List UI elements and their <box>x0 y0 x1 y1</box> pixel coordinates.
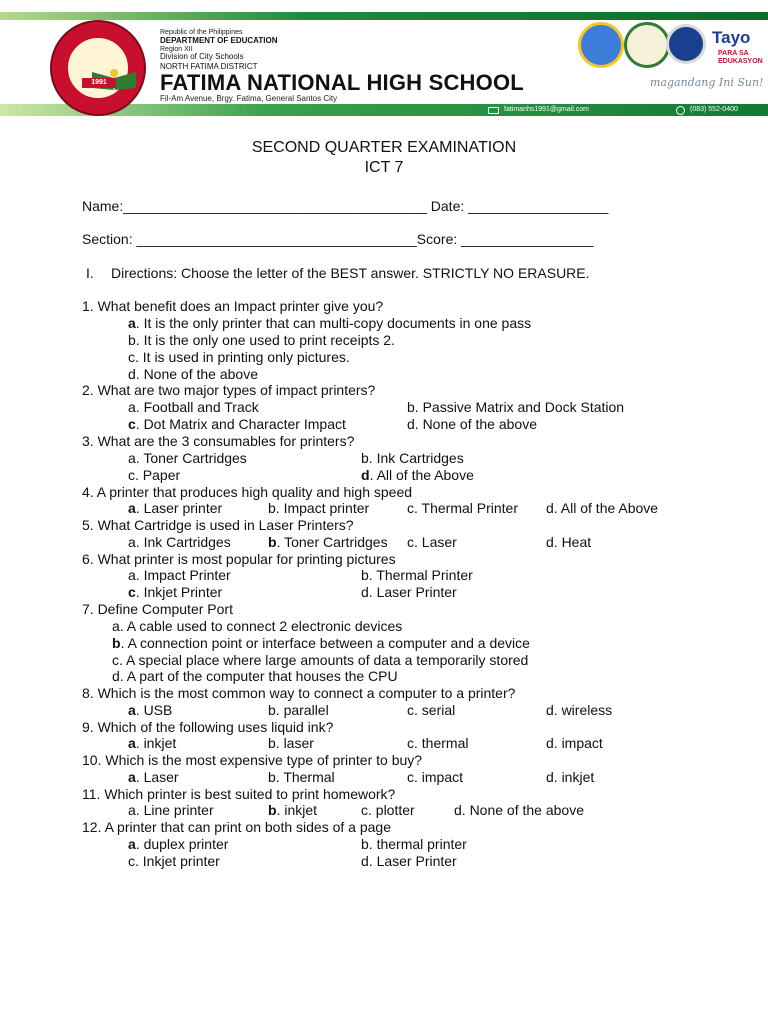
q1-option-b[interactable]: b. It is the only one used to print receipts 2. <box>128 332 395 348</box>
q6-option-a[interactable]: a. Impact Printer <box>128 567 231 583</box>
tayo-logo <box>712 24 766 66</box>
q3-option-d[interactable] <box>361 467 474 484</box>
q2-option-c[interactable] <box>128 416 346 433</box>
question-3: 3. What are the 3 consumables for printers? <box>82 433 355 449</box>
answer-letter: b <box>268 534 277 550</box>
school-address: Fil-Am Avenue, Brgy. Fatima, General Santos City <box>160 94 338 103</box>
seal-inner-icon <box>66 36 130 100</box>
q7-option-b[interactable] <box>112 635 530 652</box>
q7-option-a[interactable]: a. A cable used to connect 2 electronic devices <box>112 618 403 634</box>
q1-option-d[interactable]: d. None of the above <box>128 366 258 382</box>
question-8: 8. Which is the most common way to connect a computer to a printer? <box>82 685 516 701</box>
q12-option-c[interactable]: c. Inkjet printer <box>128 853 220 869</box>
option-text: . inkjet <box>276 802 318 818</box>
q9-option-c[interactable]: c. thermal <box>407 735 469 751</box>
answer-letter: b <box>112 635 121 651</box>
tayo-sub-line-2: EDUKASYON <box>718 58 763 65</box>
question-6: 6. What printer is most popular for printing pictures <box>82 551 396 567</box>
option-text: . Toner Cartridges <box>276 534 388 550</box>
question-9: 9. Which of the following uses liquid ink? <box>82 719 334 735</box>
question-7: 7. Define Computer Port <box>82 601 233 617</box>
q4-option-a[interactable] <box>128 500 222 517</box>
q9-option-d[interactable]: d. impact <box>546 735 603 751</box>
option-text: . duplex printer <box>135 836 229 852</box>
answer-letter: c <box>128 416 136 432</box>
answer-letter: d <box>361 467 370 483</box>
option-text: . It is the only printer that can multi-copy documents in one pass <box>135 315 532 331</box>
option-text: . A connection point or interface between a computer and a device <box>120 635 530 651</box>
region-label: Region XII <box>160 46 193 53</box>
option-text: . inkjet <box>135 735 177 751</box>
section-score-line[interactable]: Section: ____________________________________Score: _________________ <box>82 231 594 247</box>
option-text: . USB <box>135 702 173 718</box>
school-seal-icon <box>50 20 146 116</box>
q12-option-b[interactable]: b. thermal printer <box>361 836 467 852</box>
answer-letter: b <box>268 802 277 818</box>
school-name: FATIMA NATIONAL HIGH SCHOOL <box>160 70 524 95</box>
republic-label: Republic of the Philippines <box>160 29 243 36</box>
q8-option-a[interactable] <box>128 702 172 719</box>
q5-option-b[interactable] <box>268 534 388 551</box>
q3-option-a[interactable]: a. Toner Cartridges <box>128 450 247 466</box>
exam-title: SECOND QUARTER EXAMINATION <box>251 139 517 156</box>
option-text: . All of the Above <box>369 467 474 483</box>
phone-icon <box>676 106 685 115</box>
q11-option-d[interactable]: d. None of the above <box>454 802 584 818</box>
q7-option-d[interactable]: d. A part of the computer that houses the CPU <box>112 668 398 684</box>
header-tagline: magandang Ini Sun! <box>650 76 764 89</box>
header-green-band-top <box>0 12 768 20</box>
school-letterhead <box>0 0 768 120</box>
question-12: 12. A printer that can print on both sides of a page <box>82 819 391 835</box>
q4-option-d[interactable]: d. All of the Above <box>546 500 659 516</box>
question-10: 10. Which is the most expensive type of printer to buy? <box>82 752 423 768</box>
division-label: Division of City Schools <box>160 52 244 61</box>
answer-letter: a <box>128 500 136 516</box>
city-logo-icon <box>578 22 624 68</box>
exam-subject: ICT 7 <box>364 159 404 176</box>
deped-seal-icon <box>666 24 706 64</box>
q4-option-c[interactable]: c. Thermal Printer <box>407 500 518 516</box>
tayo-logo-sub <box>718 50 763 66</box>
tayo-logo-text: Tayo <box>712 28 751 47</box>
q10-option-a[interactable] <box>128 769 179 786</box>
q9-option-b[interactable]: b. laser <box>268 735 314 751</box>
question-1: 1. What benefit does an Impact printer give you? <box>82 298 384 314</box>
name-date-line[interactable]: Name:_______________________________________ Date: __________________ <box>82 198 609 214</box>
answer-letter: c <box>128 584 136 600</box>
q2-option-b[interactable]: b. Passive Matrix and Dock Station <box>407 399 625 415</box>
q9-option-a[interactable] <box>128 735 176 752</box>
mail-icon <box>488 107 499 114</box>
school-phone: (083) 552-0400 <box>690 106 738 113</box>
question-5: 5. What Cartridge is used in Laser Printers? <box>82 517 354 533</box>
seal-year: 1991 <box>82 78 116 88</box>
option-text: . Laser printer <box>135 500 223 516</box>
q12-option-d[interactable]: d. Laser Printer <box>361 853 457 869</box>
q12-option-a[interactable] <box>128 836 228 853</box>
district-label: NORTH FATIMA DISTRICT <box>160 62 258 71</box>
q6-option-b[interactable]: b. Thermal Printer <box>361 567 473 583</box>
q10-option-d[interactable]: d. inkjet <box>546 769 595 785</box>
school-email: fatimanhs1991@gmail.com <box>504 106 589 113</box>
option-text: . Laser <box>135 769 179 785</box>
answer-letter: a <box>128 702 136 718</box>
answer-letter: a <box>128 836 136 852</box>
question-4: 4. A printer that produces high quality and high speed <box>82 484 413 500</box>
option-text: . Dot Matrix and Character Impact <box>135 416 346 432</box>
q11-option-c[interactable]: c. plotter <box>361 802 415 818</box>
q8-option-c[interactable]: c. serial <box>407 702 456 718</box>
q10-option-b[interactable]: b. Thermal <box>268 769 335 785</box>
q5-option-a[interactable]: a. Ink Cartridges <box>128 534 231 550</box>
question-11: 11. Which printer is best suited to print homework? <box>82 786 396 802</box>
q2-option-d[interactable]: d. None of the above <box>407 416 537 432</box>
q11-option-a[interactable]: a. Line printer <box>128 802 214 818</box>
q5-option-c[interactable]: c. Laser <box>407 534 457 550</box>
q6-option-d[interactable]: d. Laser Printer <box>361 584 457 600</box>
q3-option-b[interactable]: b. Ink Cartridges <box>361 450 464 466</box>
q6-option-c[interactable] <box>128 584 222 601</box>
division-logo-icon <box>624 22 670 68</box>
q4-option-b[interactable]: b. Impact printer <box>268 500 370 516</box>
q1-option-a[interactable] <box>128 315 531 332</box>
q3-option-c[interactable]: c. Paper <box>128 467 181 483</box>
department-label: DEPARTMENT OF EDUCATION <box>160 36 278 45</box>
q11-option-b[interactable] <box>268 802 317 819</box>
question-2: 2. What are two major types of impact printers? <box>82 382 376 398</box>
answer-letter: a <box>128 315 136 331</box>
directions-number: I. <box>86 265 94 281</box>
q1-option-c[interactable]: c. It is used in printing only pictures. <box>128 349 350 365</box>
q5-option-d[interactable]: d. Heat <box>546 534 592 550</box>
option-text: . Inkjet Printer <box>135 584 223 600</box>
q8-option-d[interactable]: d. wireless <box>546 702 613 718</box>
q8-option-b[interactable]: b. parallel <box>268 702 329 718</box>
q10-option-c[interactable]: c. impact <box>407 769 464 785</box>
answer-letter: a <box>128 735 136 751</box>
directions-text: Directions: Choose the letter of the BEST answer. STRICTLY NO ERASURE. <box>111 265 590 281</box>
tayo-sub-line-1: PARA SA <box>718 50 749 57</box>
answer-letter: a <box>128 769 136 785</box>
q7-option-c[interactable]: c. A special place where large amounts of data a temporarily stored <box>112 652 529 668</box>
q2-option-a[interactable]: a. Football and Track <box>128 399 259 415</box>
